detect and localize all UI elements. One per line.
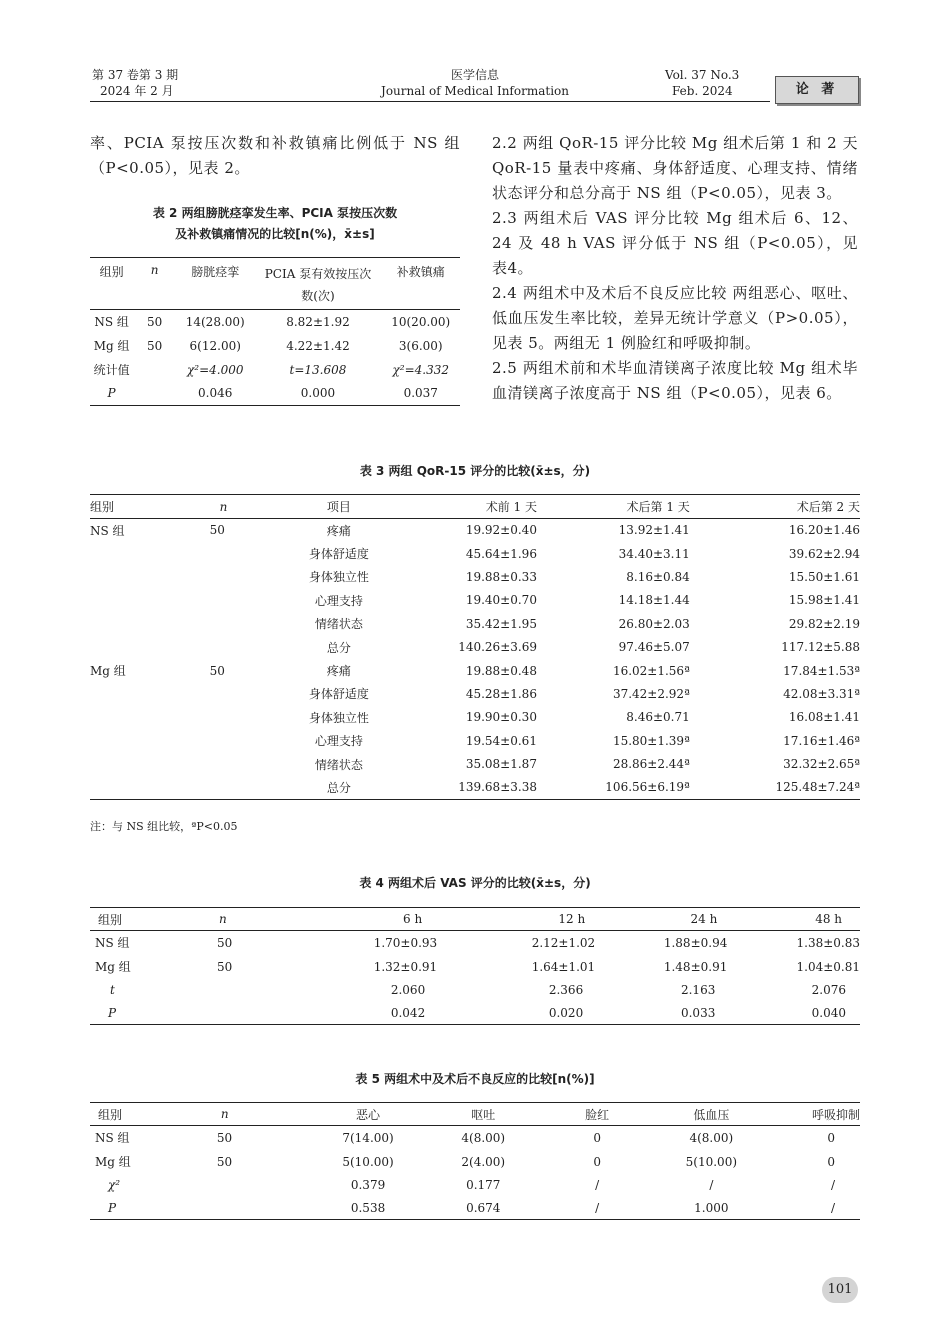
t3-cell: 13.92±1.41 xyxy=(618,523,690,538)
table-row xyxy=(90,334,460,358)
t3-cell xyxy=(180,682,291,705)
t4-cell: 1.48±0.91 xyxy=(663,959,728,974)
t3-cell: 29.82±2.19 xyxy=(788,616,860,631)
t3-cell: 19.40±0.70 xyxy=(465,593,537,608)
t4-cell xyxy=(189,979,301,1002)
t5-cell: 0 xyxy=(827,1130,835,1145)
t5-cell: 2(4.00) xyxy=(461,1154,506,1169)
t3-cell: 15.80±1.39ª xyxy=(612,733,690,748)
journal-title-en: Journal of Medical Information xyxy=(381,84,569,98)
t3-cell: 50 xyxy=(209,663,225,678)
t5-cell: / xyxy=(709,1178,714,1192)
t2-cell: Mg 组 xyxy=(93,339,130,353)
t3-cell xyxy=(90,752,180,775)
section-badge: 论 著 xyxy=(775,76,859,104)
t3-cell: 16.08±1.41 xyxy=(788,710,860,725)
table-row xyxy=(90,310,460,334)
t4-h-48h: 48 h xyxy=(815,912,842,926)
t3-cell: 19.54±0.61 xyxy=(465,733,537,748)
t3-cell: 140.26±3.69 xyxy=(458,640,537,655)
t3-cell: 心理支持 xyxy=(314,593,363,608)
t3-h-post2: 术后第 2 天 xyxy=(796,500,860,514)
table-row xyxy=(90,612,860,635)
table-row xyxy=(90,659,860,682)
t2-cell xyxy=(133,358,176,382)
journal-volume: 第 37 卷第 3 期 xyxy=(92,68,179,82)
t3-h-item: 项目 xyxy=(326,500,351,514)
t3-cell: 45.28±1.86 xyxy=(465,686,537,701)
t3-cell: 身体舒适度 xyxy=(308,547,369,562)
table5-caption: 表 5 两组术中及术后不良反应的比较[n(%)] xyxy=(355,1072,595,1086)
t5-h-resp: 呼吸抑制 xyxy=(811,1107,860,1122)
table-row xyxy=(90,1126,860,1150)
t3-cell: 15.50±1.61 xyxy=(788,569,860,584)
t3-cell xyxy=(180,542,291,565)
t4-cell: P xyxy=(108,1005,117,1020)
para-2-5: 2.5 两组术前和术毕血清镁离子浓度比较 Mg 组术毕血清镁离子浓度高于 NS 组（P<0.05），见表 6。 xyxy=(492,359,858,402)
t2-cell: 14(28.00) xyxy=(185,314,245,329)
t3-cell: 28.86±2.44ª xyxy=(612,757,690,772)
table3 xyxy=(90,494,860,800)
t5-cell xyxy=(193,1174,315,1197)
t3-cell xyxy=(90,589,180,612)
t3-cell: 8.46±0.71 xyxy=(626,710,690,725)
t2-cell: χ²=4.000 xyxy=(186,362,244,377)
para-2-2: 2.2 两组 QoR-15 评分比较 Mg 组术后第 1 和 2 天 QoR-15 量表中疼痛、身体舒适度、心理支持、情绪状态评分和总分高于 NS 组（P<0.05），见表 3。 xyxy=(492,134,858,202)
t3-cell: 125.48±7.24ª xyxy=(775,780,860,795)
t5-cell: 0 xyxy=(593,1154,601,1169)
t3-cell xyxy=(180,612,291,635)
t5-cell: 0.674 xyxy=(466,1200,501,1215)
table2 xyxy=(90,257,460,406)
journal-vol-en: Vol. 37 No.3 xyxy=(665,68,740,82)
t3-cell: 16.20±1.46 xyxy=(788,523,860,538)
table-row xyxy=(90,752,860,775)
journal-date: 2024 年 2 月 xyxy=(100,84,174,98)
t3-cell: 42.08±3.31ª xyxy=(783,686,860,701)
t3-cell xyxy=(90,542,180,565)
t2-h-pcia: PCIA 泵有效按压次数(次) xyxy=(264,267,372,303)
t2-cell: 8.82±1.92 xyxy=(286,314,350,329)
t3-h-n: n xyxy=(219,499,228,514)
t5-cell: 50 xyxy=(216,1154,233,1169)
t2-cell xyxy=(133,382,176,406)
t5-cell: 4(8.00) xyxy=(461,1130,506,1145)
t2-cell: 0.046 xyxy=(198,386,233,401)
t5-cell: / xyxy=(830,1200,835,1215)
t5-cell: 0.177 xyxy=(466,1178,501,1192)
t5-cell: 0 xyxy=(593,1130,601,1145)
t4-cell xyxy=(189,1002,301,1025)
t3-cell: 34.40±3.11 xyxy=(618,546,690,561)
table3-caption: 表 3 两组 QoR-15 评分的比较(x̄±s，分) xyxy=(359,464,591,478)
t2-cell: t=13.608 xyxy=(289,362,347,377)
t3-cell: 心理支持 xyxy=(314,734,363,749)
table-row xyxy=(90,931,860,955)
t3-cell: 37.42±2.92ª xyxy=(612,686,690,701)
t5-cell: NS 组 xyxy=(95,1131,130,1146)
table-row xyxy=(90,589,860,612)
t5-cell: 0 xyxy=(827,1154,835,1169)
t2-cell: P xyxy=(107,386,116,401)
t3-cell xyxy=(90,565,180,588)
t5-cell: / xyxy=(830,1178,835,1192)
t3-cell: 35.42±1.95 xyxy=(465,616,537,631)
t3-cell xyxy=(90,776,180,799)
t3-cell: 139.68±3.38 xyxy=(458,780,537,795)
t3-cell xyxy=(180,589,291,612)
t3-h-pre1: 术前 1 天 xyxy=(485,500,537,514)
t2-cell: χ²=4.332 xyxy=(392,362,449,377)
table-row xyxy=(90,1197,860,1220)
t3-cell: 106.56±6.19ª xyxy=(605,780,690,795)
t3-cell xyxy=(180,752,291,775)
t2-h-group: 组别 xyxy=(99,265,124,279)
table-row xyxy=(90,1150,860,1174)
journal-title: 医学信息 xyxy=(450,68,499,82)
t3-cell: NS 组 xyxy=(90,523,125,538)
table-row xyxy=(90,1174,860,1197)
t3-cell: 14.18±1.44 xyxy=(618,593,690,608)
t5-cell: P xyxy=(108,1200,117,1215)
t4-cell: 1.32±0.91 xyxy=(373,959,438,974)
t4-h-group: 组别 xyxy=(98,912,123,927)
t5-cell: / xyxy=(595,1200,600,1215)
t5-h-vomit: 呕吐 xyxy=(471,1107,496,1122)
t5-cell: 0.379 xyxy=(350,1178,386,1192)
t3-cell: 情绪状态 xyxy=(314,757,363,772)
t3-cell xyxy=(90,682,180,705)
t3-cell: 17.84±1.53ª xyxy=(783,663,860,678)
t2-h-n: n xyxy=(150,263,159,277)
table3-note: 注：与 NS 组比较，ªP<0.05 xyxy=(90,820,238,833)
t3-cell: 身体独立性 xyxy=(308,570,369,585)
t3-cell: 情绪状态 xyxy=(314,617,363,632)
t2-cell: 10(20.00) xyxy=(391,314,451,329)
t3-cell: 17.16±1.46ª xyxy=(783,733,860,748)
t5-cell: 1.000 xyxy=(694,1200,729,1215)
t4-cell: 0.040 xyxy=(811,1005,846,1020)
t2-h-spasm: 膀胱痉挛 xyxy=(191,265,240,279)
t3-cell xyxy=(180,729,291,752)
t4-cell: 2.060 xyxy=(390,983,426,997)
t2-cell: 3(6.00) xyxy=(398,338,443,353)
table4 xyxy=(90,907,860,1025)
table-row xyxy=(90,635,860,658)
t3-h-post1: 术后第 1 天 xyxy=(626,500,690,514)
table-row xyxy=(90,706,860,729)
t3-cell: 疼痛 xyxy=(326,664,351,679)
t2-cell: 统计值 xyxy=(93,363,130,377)
t3-cell xyxy=(90,706,180,729)
t5-cell: 5(10.00) xyxy=(685,1154,738,1169)
t4-cell: 2.076 xyxy=(811,983,846,997)
t3-cell: 35.08±1.87 xyxy=(465,757,537,772)
t2-cell: 4.22±1.42 xyxy=(286,338,350,353)
t3-h-group: 组别 xyxy=(90,500,115,514)
t3-cell xyxy=(90,635,180,658)
t4-cell: 2.366 xyxy=(548,983,584,997)
t2-cell: 0.037 xyxy=(403,386,438,401)
t4-cell: Mg 组 xyxy=(95,960,131,974)
t3-cell: 总分 xyxy=(326,780,351,795)
t4-cell: 2.12±1.02 xyxy=(531,935,596,950)
t5-cell: 7(14.00) xyxy=(342,1130,394,1145)
t3-cell: 19.88±0.33 xyxy=(465,569,537,584)
t4-cell: t xyxy=(110,983,115,997)
t4-cell: 0.033 xyxy=(680,1005,716,1020)
table5 xyxy=(90,1102,860,1220)
table4-caption: 表 4 两组术后 VAS 评分的比较(x̄±s，分) xyxy=(359,876,591,890)
t3-cell xyxy=(90,612,180,635)
t3-cell: 117.12±5.88 xyxy=(781,640,860,655)
t4-cell: 1.70±0.93 xyxy=(373,935,438,950)
table-row xyxy=(90,1002,860,1025)
t4-h-24h: 24 h xyxy=(690,912,718,926)
table2-caption-line1: 表 2 两组膀胱痉挛发生率、PCIA 泵按压次数 xyxy=(152,206,398,220)
t3-cell: 39.62±2.94 xyxy=(788,546,860,561)
t2-cell: 6(12.00) xyxy=(189,338,241,353)
t3-cell: 19.88±0.48 xyxy=(465,663,537,678)
right-column xyxy=(492,131,858,406)
t4-cell: 1.64±1.01 xyxy=(531,959,596,974)
t3-cell: 97.46±5.07 xyxy=(618,640,690,655)
t3-cell: 8.16±0.84 xyxy=(626,569,690,584)
header-rule xyxy=(90,101,770,102)
t3-cell: 26.80±2.03 xyxy=(618,616,690,631)
t5-cell: 4(8.00) xyxy=(689,1130,734,1145)
t5-cell: Mg 组 xyxy=(95,1155,131,1169)
t3-cell: 身体舒适度 xyxy=(308,687,369,702)
t2-cell: 50 xyxy=(146,314,163,329)
t2-h-rescue: 补救镇痛 xyxy=(396,265,445,279)
t5-cell: 50 xyxy=(216,1130,233,1145)
t5-cell: χ² xyxy=(108,1178,121,1192)
table-row xyxy=(90,382,460,406)
table-row xyxy=(90,519,860,542)
t2-cell: 50 xyxy=(146,338,163,353)
t4-h-12h: 12 h xyxy=(558,912,586,926)
t3-cell: 50 xyxy=(209,523,225,538)
table-row xyxy=(90,729,860,752)
t4-h-n: n xyxy=(219,912,227,926)
t5-h-nausea: 恶心 xyxy=(356,1107,381,1122)
t5-h-flush: 脸红 xyxy=(585,1107,610,1122)
t5-h-group: 组别 xyxy=(98,1107,123,1122)
t3-cell: 16.02±1.56ª xyxy=(612,663,690,678)
t3-cell xyxy=(180,635,291,658)
t4-cell: 0.042 xyxy=(390,1005,426,1020)
t3-cell: 45.64±1.96 xyxy=(465,546,537,561)
table-row xyxy=(90,979,860,1002)
t4-h-6h: 6 h xyxy=(403,912,423,926)
t4-cell: 1.04±0.81 xyxy=(796,959,860,974)
t3-cell xyxy=(180,565,291,588)
table2-caption-line2: 及补救镇痛情况的比较[n(%)，x̄±s] xyxy=(175,227,375,241)
journal-date-en: Feb. 2024 xyxy=(672,84,733,98)
t3-cell: 19.90±0.30 xyxy=(465,710,537,725)
t2-cell: NS 组 xyxy=(94,315,129,330)
table-row xyxy=(90,955,860,979)
t5-h-n: n xyxy=(220,1107,229,1121)
t3-cell xyxy=(180,706,291,729)
t5-cell: 0.538 xyxy=(350,1200,386,1215)
para-2-4: 2.4 两组术中及术后不良反应比较 两组恶心、呕吐、低血压发生率比较，差异无统计学意义（P>0.05），见表 5。两组无 1 例脸红和呼吸抑制。 xyxy=(492,284,858,352)
para-2-3: 2.3 两组术后 VAS 评分比较 Mg 组术后 6、12、24 及 48 h VAS 评分低于 NS 组（P<0.05），见表4。 xyxy=(492,209,858,277)
t4-cell: 2.163 xyxy=(680,983,716,997)
table-row xyxy=(90,542,860,565)
table-row xyxy=(90,358,460,382)
t2-cell: 0.000 xyxy=(300,386,336,401)
t3-cell xyxy=(90,729,180,752)
t4-cell: 50 xyxy=(217,935,233,950)
t3-cell: 32.32±2.65ª xyxy=(783,757,860,772)
t4-cell: NS 组 xyxy=(95,936,130,951)
t4-cell: 50 xyxy=(217,959,233,974)
table-row xyxy=(90,776,860,799)
t4-cell: 1.88±0.94 xyxy=(663,935,728,950)
t3-cell: 15.98±1.41 xyxy=(788,593,860,608)
t4-cell: 0.020 xyxy=(548,1005,584,1020)
t3-cell: 总分 xyxy=(326,640,351,655)
t3-cell: Mg 组 xyxy=(90,664,126,679)
t3-cell: 19.92±0.40 xyxy=(465,523,537,538)
table-row xyxy=(90,682,860,705)
t3-cell: 身体独立性 xyxy=(308,710,369,725)
t5-cell: 5(10.00) xyxy=(342,1154,394,1169)
table-row xyxy=(90,565,860,588)
t5-h-hypo: 低血压 xyxy=(693,1107,730,1122)
page-number: 101 xyxy=(822,1277,858,1303)
t5-cell xyxy=(193,1197,315,1220)
t5-cell: / xyxy=(595,1178,600,1192)
t3-cell: 疼痛 xyxy=(326,523,351,538)
t4-cell: 1.38±0.83 xyxy=(796,935,860,950)
t3-cell xyxy=(180,776,291,799)
left-paragraph: 率、PCIA 泵按压次数和补救镇痛比例低于 NS 组（P<0.05），见表 2。 xyxy=(90,134,460,177)
